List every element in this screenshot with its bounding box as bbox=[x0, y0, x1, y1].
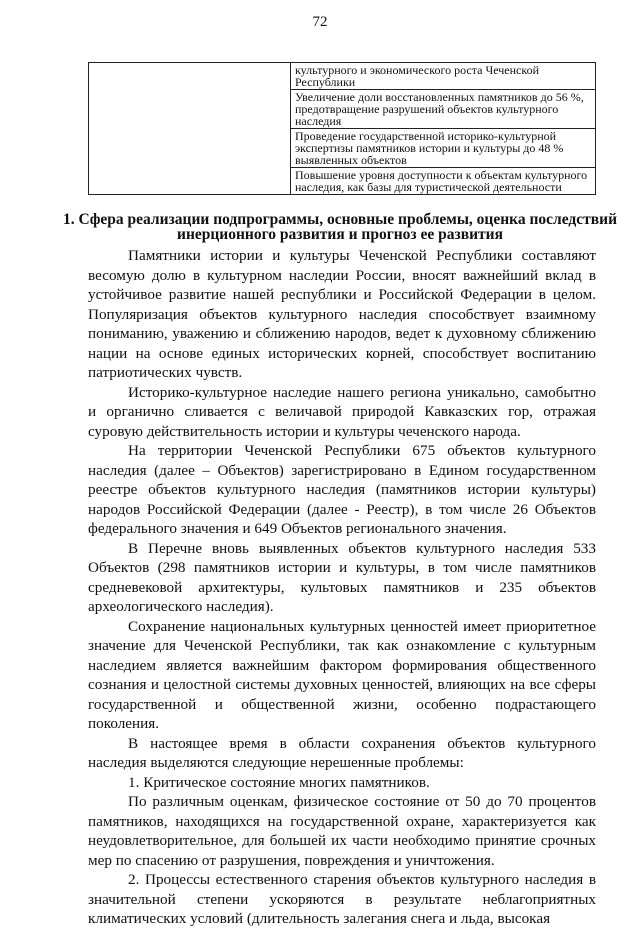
table-cell: Увеличение доли восстановленных памятников до 56 %, предотвращение разрушений объектов культурного наследия bbox=[291, 90, 596, 129]
paragraph: По различным оценкам, физическое состояние от 50 до 70 процентов памятников, находящихся на государственной охране, характеризуется как неудовлетворительное, для большей их части необходимо принятие срочных мер по спасению от разрушения, повреждения и уничтожения. bbox=[88, 793, 596, 869]
page-number: 72 bbox=[312, 14, 328, 30]
table-cell: Повышение уровня доступности к объектам культурного наследия, как базы для туристической деятельности bbox=[291, 168, 596, 195]
list-item: 2. Процессы естественного старения объектов культурного наследия в значительной степени ускоряются в результате неблагоприятных климатических условий (длительность залегания снега и льда, высокая bbox=[88, 871, 596, 927]
paragraph: Историко-культурное наследие нашего региона уникально, самобытно и органично сливается с величавой природой Кавказских гор, отражая суровую действительность истории и культуры чеченского народа. bbox=[88, 383, 596, 440]
table-cell: культурного и экономического роста Чеченской Республики bbox=[291, 63, 596, 90]
paragraph: На территории Чеченской Республики 675 объектов культурного наследия (далее – Объектов) зарегистрировано в Едином государственном реестре объектов культурного наследия (памятников истории культуры) народов Российской Федерации (далее - Реестр), в том числе 26 Объектов федерального значения и 649 Объектов регионального значения. bbox=[88, 442, 596, 537]
paragraph: Сохранение национальных культурных ценностей имеет приоритетное значение для Чеченской Республики, так как ознакомление с культурным наследием является важнейшим фактором формирования общественного сознания и целостной системы духовных ценностей, влияющих на все сферы государственной и общественной жизни, особенно подрастающего поколения. bbox=[88, 617, 596, 732]
table-empty-cell bbox=[89, 63, 291, 195]
list-item: 1. Критическое состояние многих памятников. bbox=[128, 773, 430, 791]
section-heading: 1. Сфера реализации подпрограммы, основные проблемы, оценка последствий инерционного развития и прогноз ее развития bbox=[63, 211, 617, 243]
paragraph: Памятники истории и культуры Чеченской Республики составляют весомую долю в культурном наследии России, вносят важнейший вклад в устойчивое развитие нашей республики и Российской Федерации в целом. Популяризация объектов культурного наследия способствует взаимному пониманию, уважению и сближению народов, ведет к духовному сближению нации на основе единых исторических корней, способствует воспитанию патриотических чувств. bbox=[88, 247, 596, 381]
body-text bbox=[88, 246, 596, 929]
paragraph: В настоящее время в области сохранения объектов культурного наследия выделяются следующие нерешенные проблемы: bbox=[88, 734, 596, 771]
table-row bbox=[89, 63, 596, 90]
paragraph: В Перечне вновь выявленных объектов культурного наследия 533 Объектов (298 памятников истории и культуры, в том числе памятников средневековой архитектуры, культовых памятников и 235 объектов археологического наследия). bbox=[88, 539, 596, 615]
goals-table bbox=[88, 62, 596, 195]
table-cell: Проведение государственной историко-культурной экспертизы памятников истории и культуры до 48 % выявленных объектов bbox=[291, 129, 596, 168]
